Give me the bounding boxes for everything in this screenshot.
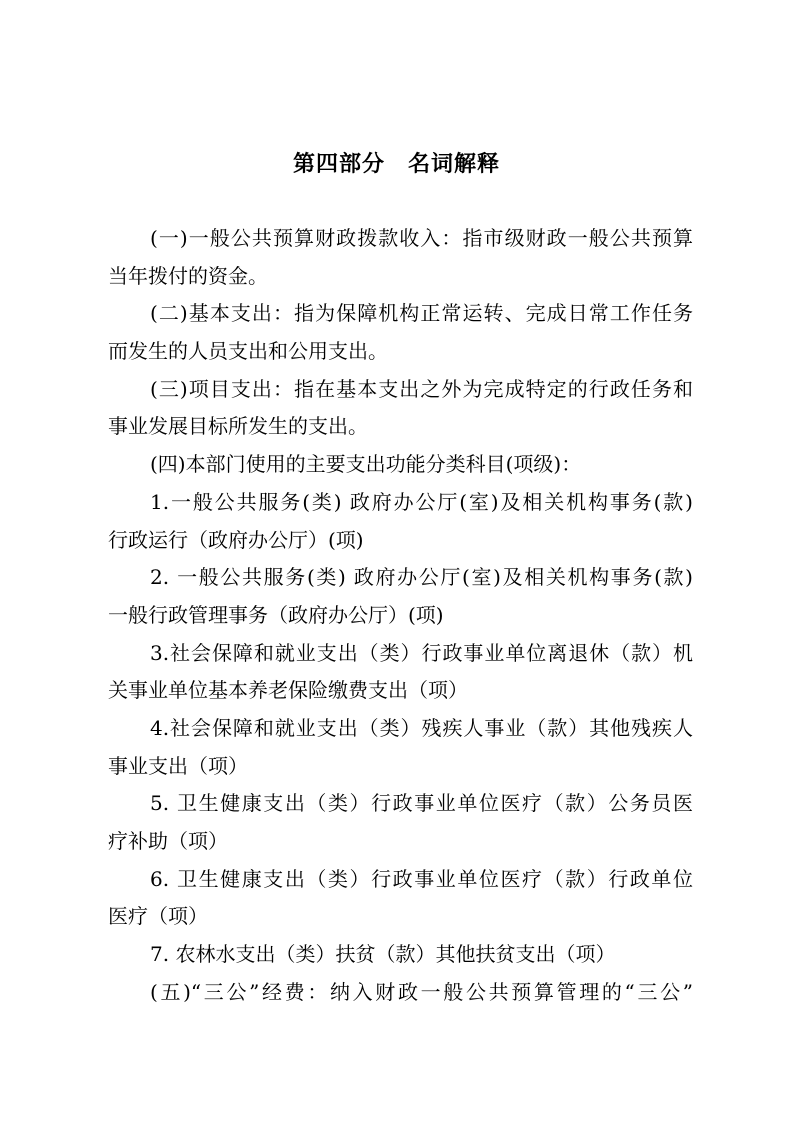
text-line: (一)一般公共预算财政拨款收入：指市级财政一般公共预算 <box>150 226 693 250</box>
document-body <box>108 220 693 1011</box>
text-line: 医疗（项） <box>108 904 208 929</box>
text-line: 而发生的人员支出和公用支出。 <box>108 339 388 364</box>
page-title: 第四部分 名词解释 <box>292 152 500 177</box>
text-line: 当年拨付的资金。 <box>108 263 268 288</box>
text-line: 7. 农林水支出（类）扶贫（款）其他扶贫支出（项） <box>150 942 616 967</box>
text-line: 疗补助（项） <box>108 829 228 853</box>
text-line: 6. 卫生健康支出（类）行政事业单位医疗（款）行政单位 <box>150 866 693 891</box>
text-line: 2. 一般公共服务(类) 政府办公厅(室)及相关机构事务(款) <box>150 565 693 590</box>
text-line: 1.一般公共服务(类) 政府办公厅(室)及相关机构事务(款) <box>150 489 693 514</box>
text-line: (五)“三公”经费：纳入财政一般公共预算管理的“三公” <box>150 979 693 1004</box>
text-line: (三)项目支出：指在基本支出之外为完成特定的行政任务和 <box>150 376 693 401</box>
text-line: 5. 卫生健康支出（类）行政事业单位医疗（款）公务员医 <box>150 791 693 816</box>
text-line: 事业发展目标所发生的支出。 <box>108 414 368 439</box>
text-line: (四)本部门使用的主要支出功能分类科目(项级)： <box>150 452 582 477</box>
text-line: 关事业单位基本养老保险缴费支出（项） <box>108 678 468 703</box>
text-line: 4.社会保障和就业支出（类）残疾人事业（款）其他残疾人 <box>150 715 693 740</box>
text-line: 事业支出（项） <box>108 753 248 778</box>
text-line: 一般行政管理事务（政府办公厅）(项) <box>108 602 444 627</box>
text-line: (二)基本支出：指为保障机构正常运转、完成日常工作任务 <box>150 301 693 326</box>
text-line: 3.社会保障和就业支出（类）行政事业单位离退休（款）机 <box>150 640 693 665</box>
text-line: 行政运行（政府办公厅）(项) <box>108 527 364 552</box>
